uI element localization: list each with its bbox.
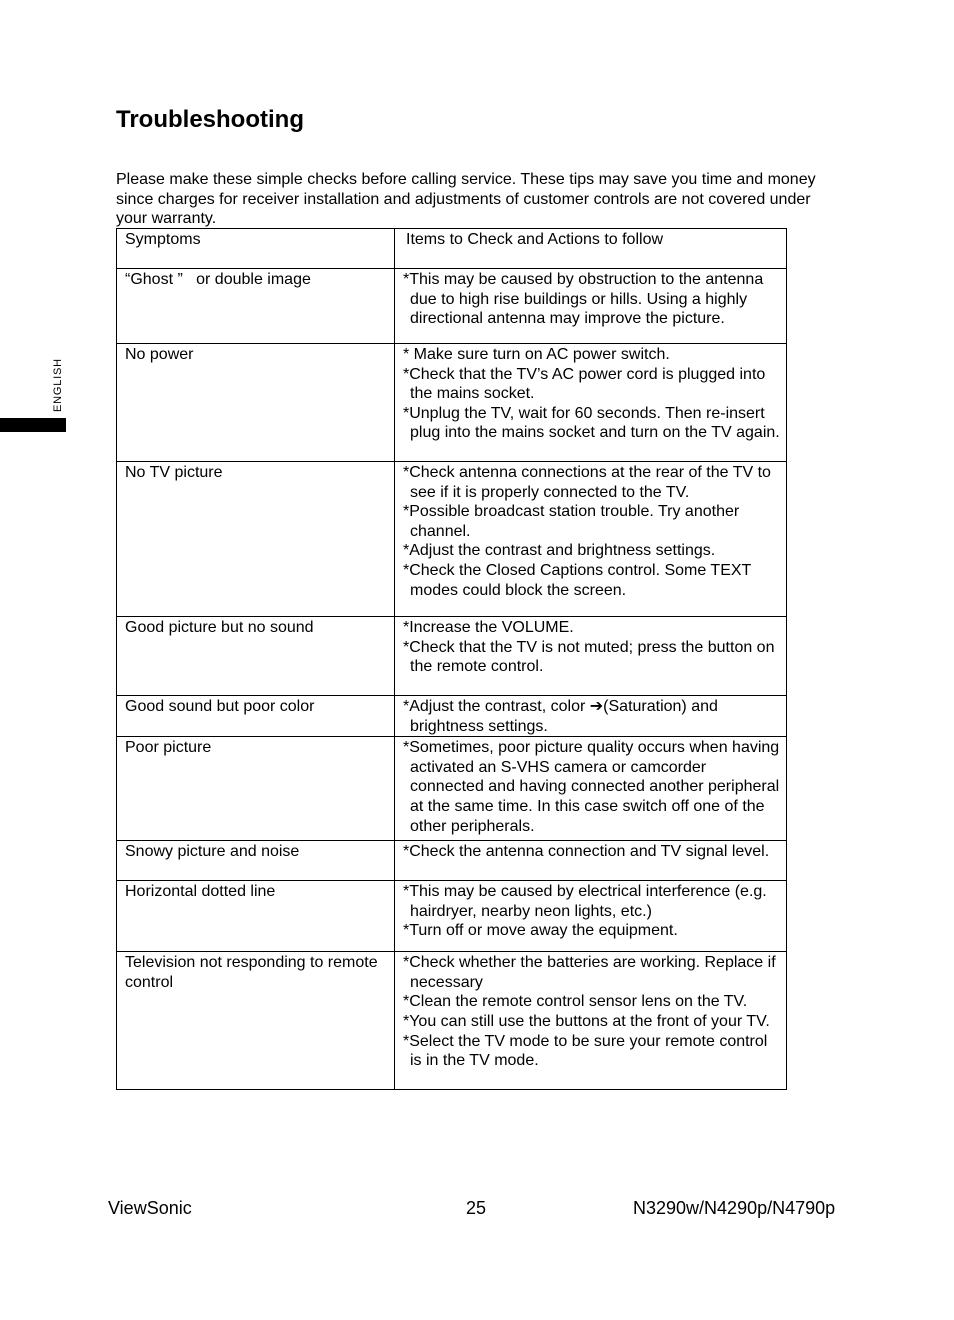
table-header-row	[117, 229, 787, 269]
action-item: *Check whether the batteries are working. Replace if necessary	[403, 954, 776, 991]
header-actions: Items to Check and Actions to follow	[406, 231, 664, 248]
action-item: *Check the antenna connection and TV signal level.	[403, 843, 770, 861]
table-row	[117, 269, 787, 344]
symptom-text: Good sound but poor color	[125, 698, 315, 715]
table-row	[117, 737, 787, 841]
table-row	[117, 344, 787, 462]
action-item: *This may be caused by electrical interference (e.g. hairdryer, nearby neon lights, etc.)	[403, 883, 767, 920]
language-tab-label: ENGLISH	[52, 358, 64, 412]
table-row	[117, 696, 787, 737]
table-row	[117, 841, 787, 881]
action-item: *Select the TV mode to be sure your remote control is in the TV mode.	[403, 1032, 768, 1070]
header-actions-cell	[395, 229, 787, 269]
table-row	[117, 617, 787, 696]
action-item: *Unplug the TV, wait for 60 seconds. Then re-insert plug into the mains socket and turn on the TV again.	[403, 404, 780, 442]
intro-paragraph: Please make these simple checks before calling service. These tips may save you time and money since charges for receiver installation and adjustments of customer controls are not covered under your warranty.	[116, 171, 816, 227]
action-item: *You can still use the buttons at the front of your TV.	[403, 1012, 770, 1030]
symptom-text: “Ghost ” or double image	[125, 271, 311, 288]
action-item: *Check antenna connections at the rear of the TV to see if it is properly connected to the TV.	[403, 464, 771, 501]
action-item: *Check that the TV is not muted; press the button on the remote control.	[403, 638, 775, 676]
header-symptoms: Symptoms	[125, 231, 201, 248]
table-row	[117, 462, 787, 617]
symptom-text: Good picture but no sound	[125, 619, 314, 636]
symptom-text: No TV picture	[125, 464, 223, 481]
footer-brand: ViewSonic	[108, 1198, 192, 1218]
action-item: *Clean the remote control sensor lens on the TV.	[403, 993, 748, 1011]
footer-page-number: 25	[466, 1198, 487, 1218]
header-symptoms-cell	[117, 229, 395, 269]
footer-model: N3290w/N4290p/N4790p	[633, 1198, 836, 1218]
symptom-text: No power	[125, 346, 194, 363]
action-item: *Adjust the contrast, color ➔(Saturation) and brightness settings.	[403, 698, 718, 735]
action-item: *Sometimes, poor picture quality occurs when having activated an S-VHS camera or camcorder connected and having connected another peripheral at the same time. In this case switch off one of the other peripherals.	[403, 739, 780, 835]
table-row	[117, 881, 787, 952]
action-item: *Adjust the contrast and brightness settings.	[403, 542, 716, 560]
action-item: * Make sure turn on AC power switch.	[403, 346, 670, 363]
troubleshooting-table	[116, 228, 787, 1090]
action-item: *Turn off or move away the equipment.	[403, 922, 678, 940]
action-item: *Possible broadcast station trouble. Try another channel.	[403, 503, 740, 540]
symptom-text: Snowy picture and noise	[125, 843, 300, 861]
symptom-text: Horizontal dotted line	[125, 883, 276, 901]
symptom-text: Poor picture	[125, 739, 212, 757]
action-item: *Check the Closed Captions control. Some TEXT modes could block the screen.	[403, 561, 752, 599]
symptom-text: Television not responding to remote control	[125, 954, 383, 991]
action-item: *Check that the TV’s AC power cord is plugged into the mains socket.	[403, 365, 766, 403]
action-item: *Increase the VOLUME.	[403, 619, 574, 636]
action-item: *This may be caused by obstruction to the antenna due to high rise buildings or hills. Using a highly directional antenna may improve the picture.	[403, 271, 764, 328]
table-row	[117, 952, 787, 1090]
page-title: Troubleshooting	[116, 106, 304, 133]
language-tab-marker	[0, 418, 66, 432]
